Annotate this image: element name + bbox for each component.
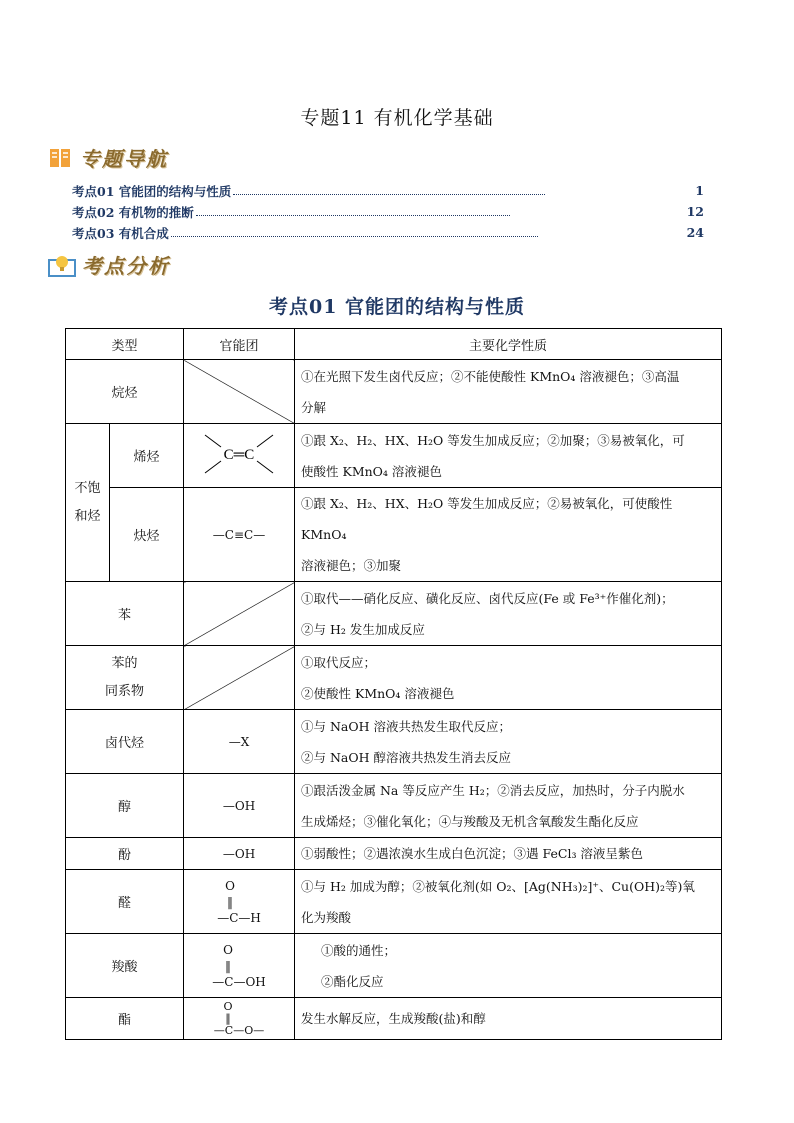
type-cell: 醇: [66, 774, 184, 838]
type-cell-unsaturated: [66, 424, 110, 582]
props-line: ①弱酸性；②遇浓溴水生成白色沉淀；③遇 FeCl₃ 溶液呈紫色: [301, 846, 643, 861]
props-line: ②与 H₂ 发生加成反应: [301, 621, 425, 637]
type-cell: 羧酸: [66, 934, 184, 998]
carbonyl-o: O: [225, 878, 235, 893]
alkene-structure: [199, 429, 279, 479]
props-line: ①跟 X₂、H₂、HX、H₂O 等发生加成反应；②加聚；③易被氧化，可: [301, 432, 685, 448]
props-cell: [295, 934, 722, 998]
props-line: ①酸的通性；: [321, 942, 397, 958]
toc-item-label: 考点02 有机物的推断: [72, 204, 194, 220]
props-line: ①在光照下发生卤代反应；②不能使酸性 KMnO₄ 溶液褪色；③高温: [301, 368, 680, 384]
type-line: 苯的: [111, 655, 138, 671]
group-cell: —C≡C—: [184, 488, 295, 582]
type-cell: 烷烃: [66, 360, 184, 424]
props-line: ②使酸性 KMnO₄ 溶液褪色: [301, 685, 455, 701]
props-line: ①跟 X₂、H₂、HX、H₂O 等发生加成反应；②易被氧化，可使酸性 KMnO₄: [301, 496, 673, 542]
type-line: 不饱: [74, 480, 101, 496]
group-cell: —OH: [184, 838, 295, 870]
analysis-heading-label: 考点分析: [82, 254, 170, 278]
table-row: [66, 870, 722, 934]
props-line: 发生水解反应，生成羧酸(盐)和醇: [301, 1011, 486, 1026]
lightbulb-book-icon: [48, 252, 76, 278]
group-cell: —OH: [184, 774, 295, 838]
props-line: 分解: [301, 399, 327, 415]
type-cell: 炔烃: [110, 488, 184, 582]
table-row: [66, 424, 722, 488]
empty-group-cell: [184, 360, 295, 424]
props-line: ①取代——硝化反应、磺化反应、卤代反应(Fe 或 Fe³⁺作催化剂)；: [301, 590, 674, 606]
table-row: [66, 710, 722, 774]
props-line: 使酸性 KMnO₄ 溶液褪色: [301, 463, 442, 479]
header-type: 类型: [66, 329, 184, 360]
toc-item[interactable]: [72, 201, 704, 222]
empty-group-cell: [184, 582, 295, 646]
page-title: 专题11 有机化学基础: [300, 107, 494, 129]
props-line: 化为羧酸: [301, 909, 352, 925]
type-cell: 苯: [66, 582, 184, 646]
table-header-row: [66, 329, 722, 360]
table-row: [66, 646, 722, 710]
toc-leader: [233, 186, 545, 195]
type-cell: 卤代烃: [66, 710, 184, 774]
toc-item-label: 考点03 有机合成: [72, 225, 169, 241]
nav-heading: [48, 143, 168, 172]
group-cell: —X: [184, 710, 295, 774]
empty-group-cell: [184, 646, 295, 710]
double-bond-mark: ‖: [225, 1011, 231, 1025]
type-cell: 醛: [66, 870, 184, 934]
toc-leader: [171, 228, 538, 237]
group-formula: —C—H: [217, 910, 261, 925]
props-cell: [295, 424, 722, 488]
table-row: [66, 998, 722, 1040]
analysis-heading: [48, 250, 170, 279]
props-cell: [295, 838, 722, 870]
double-bond-mark: ‖: [225, 958, 232, 973]
header-group: 官能团: [184, 329, 295, 360]
table-row: [66, 934, 722, 998]
group-cell: [184, 934, 295, 998]
props-cell: [295, 582, 722, 646]
header-props: 主要化学性质: [295, 329, 722, 360]
props-cell: [295, 646, 722, 710]
toc-item-label: 考点01 官能团的结构与性质: [72, 183, 232, 199]
carbonyl-o: O: [223, 999, 233, 1013]
table-row: [66, 488, 722, 582]
toc-item[interactable]: [72, 222, 704, 243]
group-formula: —C—O—: [213, 1023, 265, 1037]
toc-leader: [196, 207, 510, 216]
props-cell: [295, 710, 722, 774]
toc-item[interactable]: [72, 180, 704, 201]
props-line: ①与 NaOH 溶液共热发生取代反应；: [301, 718, 512, 734]
type-cell: 酯: [66, 998, 184, 1040]
props-line: 溶液褪色；③加聚: [301, 558, 402, 573]
props-cell: [295, 360, 722, 424]
props-line: ①取代反应；: [301, 654, 377, 670]
nav-heading-label: 专题导航: [80, 147, 168, 171]
props-cell: [295, 774, 722, 838]
book-icon: [48, 145, 74, 171]
table-row: [66, 582, 722, 646]
toc-item-page: 24: [686, 225, 704, 240]
alkene-label: C═C: [223, 446, 255, 463]
type-cell: [66, 646, 184, 710]
toc-item-page: 12: [686, 204, 704, 219]
double-bond-mark: ‖: [227, 894, 234, 909]
props-line: ①与 H₂ 加成为醇；②被氧化剂(如 O₂、[Ag(NH₃)₂]⁺、Cu(OH)₂等)氧: [301, 878, 695, 894]
group-formula: —C—OH: [212, 974, 266, 989]
table-row: [66, 838, 722, 870]
table-of-contents: [72, 180, 704, 243]
group-cell-alkene: [184, 424, 295, 488]
props-line: ①跟活泼金属 Na 等反应产生 H₂；②消去反应，加热时，分子内脱水: [301, 782, 685, 798]
section-title: 考点01 官能团的结构与性质: [268, 296, 526, 318]
functional-group-table: [65, 328, 722, 1040]
table-row: [66, 774, 722, 838]
props-cell: [295, 870, 722, 934]
props-line: ②与 NaOH 醇溶液共热发生消去反应: [301, 749, 512, 765]
type-line: 同系物: [105, 683, 145, 699]
props-line: ②酯化反应: [321, 973, 384, 989]
group-cell: [184, 870, 295, 934]
toc-item-page: 1: [695, 183, 704, 198]
props-line: 生成烯烃；③催化氧化；④与羧酸及无机含氧酸发生酯化反应: [301, 813, 639, 829]
type-line: 和烃: [74, 508, 101, 524]
type-cell: 烯烃: [110, 424, 184, 488]
carbonyl-o: O: [223, 942, 233, 957]
props-cell: [295, 998, 722, 1040]
table-row: [66, 360, 722, 424]
props-cell: [295, 488, 722, 582]
group-cell: [184, 998, 295, 1040]
type-cell: 酚: [66, 838, 184, 870]
